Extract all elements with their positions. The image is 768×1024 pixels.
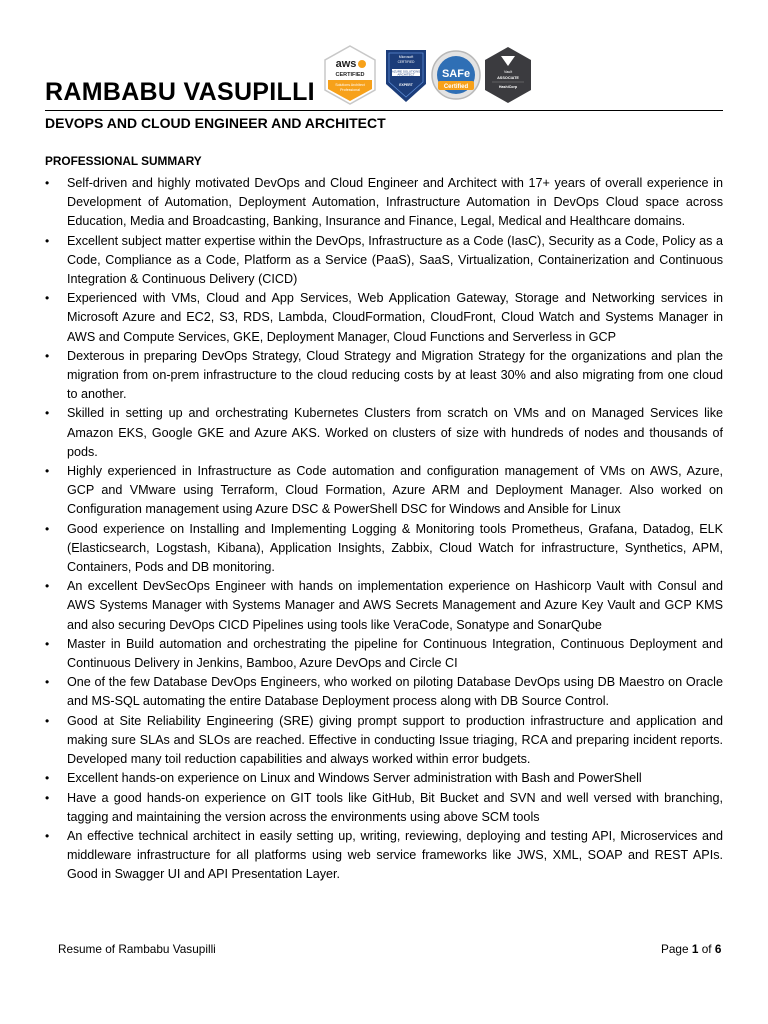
summary-item [45, 404, 723, 462]
summary-item [45, 289, 723, 347]
summary-item-text: An effective technical architect in easily setting up, writing, reviewing, deploying and testing API, Microservices and middleware infrastructure for all platforms using web service frameworks like JWS, XML, SOAP and REST APIs. Good in Swagger UI and API Presentation Layer. [67, 828, 723, 882]
bullet-icon: • [45, 771, 50, 786]
bullet-icon: • [45, 406, 50, 421]
safe-certified-badge-icon [430, 44, 482, 106]
bullet-icon: • [45, 521, 50, 536]
summary-item-text: Dexterous in preparing DevOps Strategy, Cloud Strategy and Migration Strategy for the organizations and plan the migration from on-prem infrastructure to the cloud reducing costs by at least 30% and also migrating from one cloud to another. [67, 348, 723, 402]
summary-item-text: Experienced with VMs, Cloud and App Services, Web Application Gateway, Storage and Networking services in Microsoft Azure and EC2, S3, RDS, Lambda, CloudFormation, CloudFront, Cloud Watch and Systems Manager in AWS and Compute Services, GKE, Deployment Manager, Cloud Functions and Serverless in GCP [67, 291, 723, 344]
professional-title: DEVOPS AND CLOUD ENGINEER AND ARCHITECT [45, 115, 386, 131]
page-current: 1 [691, 942, 699, 956]
aws-certified-badge-icon [322, 44, 378, 106]
azure-badge-brand-text: Microsoft [398, 55, 414, 59]
section-heading-professional-summary: PROFESSIONAL SUMMARY [45, 154, 202, 168]
page-total: 6 [714, 942, 722, 956]
bullet-icon: • [45, 636, 50, 651]
professional-summary-list [45, 174, 723, 885]
aws-badge-level-text: Professional [340, 88, 360, 92]
summary-item [45, 174, 723, 232]
bullet-icon: • [45, 713, 50, 728]
vault-badge-level-text: ASSOCIATE [497, 76, 519, 80]
bullet-icon: • [45, 790, 50, 805]
summary-item-text: Master in Build automation and orchestrating the pipeline for Continuous Integration, Continuous Deployment and Continuous Delivery in Jenkins, Bamboo, Azure DevOps and Circle CI [67, 636, 723, 671]
azure-badge-level-text: EXPERT [399, 83, 413, 87]
summary-item [45, 577, 723, 635]
summary-item [45, 712, 723, 770]
candidate-name: RAMBABU VASUPILLI [45, 78, 315, 106]
bullet-icon: • [45, 348, 50, 363]
safe-badge-logo-text: SAFe [441, 68, 471, 80]
header-divider [45, 110, 723, 111]
summary-item [45, 347, 723, 405]
bullet-icon: • [45, 233, 50, 248]
azure-badge-role-text: AZURE SOLUTIONS [391, 69, 421, 74]
bullet-icon: • [45, 579, 50, 594]
footer-page-number [661, 942, 721, 956]
summary-item-text: An excellent DevSecOps Engineer with hands on implementation experience on Hashicorp Vault with Consul and AWS Systems Manager with Systems Manager and AWS Secrets Management and Azure Key Vault and GCP KMS and also securing DevOps CICD Pipelines using tools like VeraCode, Sonatype and SonarQube [67, 579, 723, 632]
bullet-icon: • [45, 464, 50, 479]
summary-item [45, 462, 723, 520]
summary-item [45, 789, 723, 827]
hashicorp-vault-associate-badge-icon [482, 44, 534, 106]
vault-badge-brand-text: HashiCorp [498, 85, 518, 89]
summary-item [45, 827, 723, 885]
summary-item [45, 520, 723, 578]
summary-item [45, 769, 723, 788]
azure-solutions-architect-badge-icon [380, 44, 432, 106]
page-separator: of [701, 942, 712, 956]
aws-badge-logo-text: aws [335, 58, 357, 70]
summary-item-text: Excellent hands-on experience on Linux and Windows Server administration with Bash and PowerShell [67, 771, 642, 786]
footer-document-title: Resume of Rambabu Vasupilli [58, 942, 216, 956]
summary-item [45, 673, 723, 711]
page-label: Page [661, 942, 689, 956]
bullet-icon: • [45, 291, 50, 306]
summary-item-text: Skilled in setting up and orchestrating Kubernetes Clusters from scratch on VMs and on Managed Services like Amazon EKS, Google GKE and Azure AKS. Worked on clusters of size with hundreds of nodes and thousands of pods. [67, 406, 723, 459]
summary-item [45, 635, 723, 673]
summary-item-text: Excellent subject matter expertise within the DevOps, Infrastructure as a Code (IasC), Security as a Code, Policy as a Code, Compliance as a Code, Platform as a Service (PaaS), SaaS, Virtualization, Containerization and Continuous Integration & Continuous Delivery (CICD) [67, 233, 723, 287]
summary-item-text: Good at Site Reliability Engineering (SRE) giving prompt support to production infrastructure and application and making sure SLAs and SLOs are reached. Effective in conducting Issue triaging, RCA and preparing incident reports. Developed many toil reduction capabilities and always worked within error budgets. [67, 713, 723, 767]
azure-badge-role2-text: ARCHITECT [397, 72, 415, 77]
bullet-icon: • [45, 675, 50, 690]
summary-item [45, 232, 723, 290]
bullet-icon: • [45, 176, 50, 190]
summary-item-text: Have a good hands-on experience on GIT tools like GitHub, Bit Bucket and SVN and well versed with branching, tagging and maintaining the version across the environments using above SCM tools [67, 790, 723, 824]
aws-badge-certified-text: CERTIFIED [335, 72, 365, 78]
aws-badge-role-text: Solutions Architect [335, 83, 365, 87]
azure-badge-certified-text: CERTIFIED [397, 60, 415, 64]
summary-item-text: Good experience on Installing and Implementing Logging & Monitoring tools Prometheus, Grafana, Datadog, ELK (Elasticsearch, Logstash, Kibana), Application Insights, Zabbix, Cloud Watch for infrastructure, Synthetics, APM, Containers, Pods and DB monitoring. [67, 521, 723, 575]
bullet-icon: • [45, 828, 50, 843]
safe-badge-certified-text: Certified [443, 84, 469, 90]
summary-item-text: Highly experienced in Infrastructure as Code automation and configuration management of VMs on AWS, Azure, GCP and VMware using Terraform, Cloud Formation, Azure ARM and Deployment Manager. Also worked on Configuration management using Azure DSC & PowerShell DSC for Windows and Ansible for Linux [67, 464, 723, 517]
summary-item-text: Self-driven and highly motivated DevOps and Cloud Engineer and Architect with 17+ years of overall experience in Development of Automation, Deployment Automation, Infrastructure Automation in DevOps Cloud space across Education, Media and Broadcasting, Banking, Insurance and Finance, Legal, Medical and Healthcare domains. [67, 176, 723, 229]
vault-badge-product-text: Vault [503, 70, 513, 74]
summary-item-text: One of the few Database DevOps Engineers, who worked on piloting Database DevOps using DB Maestro on Oracle and MS-SQL automating the entire Database Deployment process along with DB Source Control. [67, 675, 723, 709]
